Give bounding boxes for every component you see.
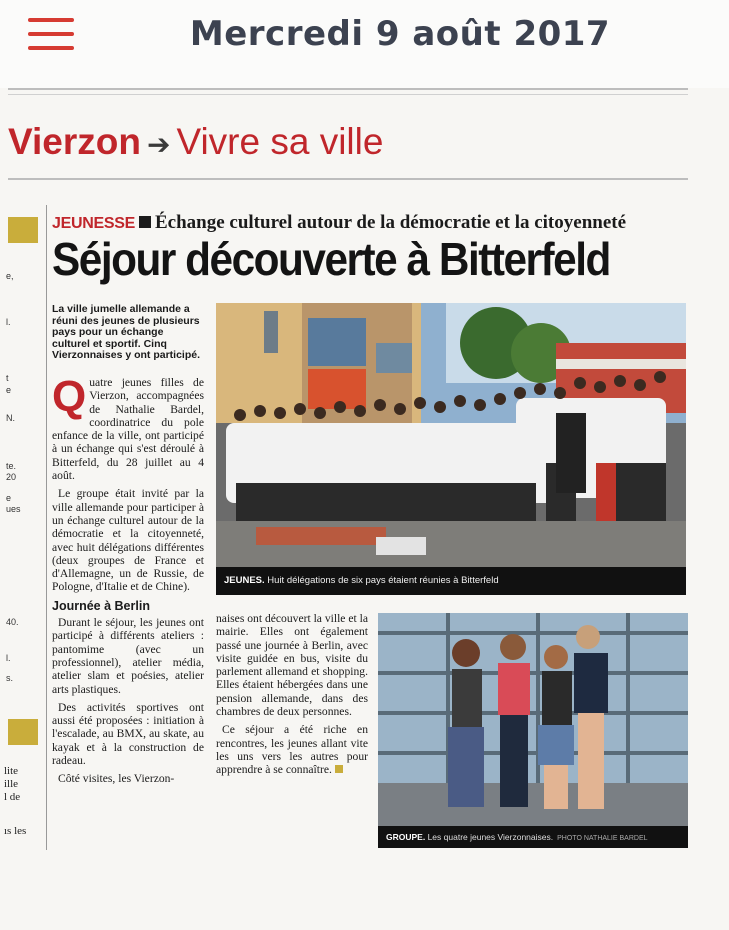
margin-fragment: l de bbox=[4, 791, 21, 803]
kicker-text: Échange culturel autour de la démocratie et la citoyenneté bbox=[154, 212, 627, 233]
margin-fragment: 20 bbox=[6, 472, 17, 482]
previous-column-margin bbox=[0, 205, 46, 855]
paragraph: naises ont découvert la ville et la mairie. Elles ont également passé une journée à Berlin, avec visite guidée en bus, visite du parlement allemand et shopping. Elles étaient hébergées dans une pension allemande, dans des chambres de deux personnes. bbox=[216, 612, 368, 719]
margin-fragment: l. bbox=[6, 653, 11, 663]
paragraph bbox=[52, 372, 204, 483]
divider bbox=[8, 94, 688, 95]
photo-credit: PHOTO NATHALIE BARDEL bbox=[557, 835, 648, 842]
section-header bbox=[8, 118, 383, 166]
column-separator bbox=[46, 205, 47, 850]
gold-square bbox=[8, 719, 38, 745]
margin-fragment: N. bbox=[6, 413, 15, 423]
caption-text: Huit délégations de six pays étaient réunies à Bitterfeld bbox=[267, 575, 499, 586]
kicker-tag: JEUNESSE bbox=[52, 215, 135, 232]
article-kicker bbox=[52, 212, 626, 234]
margin-fragment: te. bbox=[6, 461, 17, 471]
margin-fragment: e, bbox=[6, 271, 14, 281]
margin-fragment: lite bbox=[4, 765, 19, 777]
page-date: Mercredi 9 août 2017 bbox=[189, 14, 611, 54]
divider bbox=[8, 88, 688, 90]
margin-fragment: s. bbox=[6, 673, 14, 683]
article-column-1 bbox=[52, 372, 204, 791]
caption-text: Les quatre jeunes Vierzonnaises. bbox=[427, 832, 554, 842]
arrow-right-icon: ➔ bbox=[146, 129, 171, 160]
article-headline: Séjour découverte à Bitterfeld bbox=[52, 233, 610, 285]
subheading: Journée à Berlin bbox=[52, 598, 150, 613]
caption-tag: JEUNES. bbox=[224, 575, 265, 586]
photo-caption bbox=[216, 567, 686, 595]
square-bullet-icon bbox=[139, 216, 151, 228]
section-title: Vivre sa ville bbox=[176, 121, 384, 162]
margin-fragment: ille bbox=[4, 778, 19, 790]
paragraph bbox=[216, 723, 368, 776]
article-column-2 bbox=[216, 612, 368, 782]
section-city: Vierzon bbox=[8, 121, 141, 162]
margin-fragment: 40. bbox=[6, 617, 19, 627]
article-lead: La ville jumelle allemande a réuni des jeunes de plusieurs pays pour un échange culturel et sportif. Cinq Vierzonnaises y ont participé. bbox=[52, 303, 201, 361]
margin-fragment: e bbox=[6, 493, 12, 503]
photo-caption bbox=[378, 826, 688, 848]
group-photo bbox=[216, 303, 686, 567]
paragraph: Côté visites, les Vierzon- bbox=[58, 772, 175, 786]
margin-fragment: ues bbox=[6, 504, 21, 514]
paragraph-text: Ce séjour a été riche en rencontres, les jeunes allant vite les uns vers les autres pour apprendre à se connaître. bbox=[216, 723, 368, 777]
paragraph: Des activités sportives ont aussi été proposées : initiation à l'escalade, au BMX, au skate, au kayak et à la construction de radeau. bbox=[52, 700, 204, 768]
drop-cap: Q bbox=[52, 372, 87, 421]
four-girls-photo bbox=[378, 613, 688, 826]
gold-square bbox=[8, 217, 38, 243]
margin-fragment: ıs les bbox=[4, 825, 27, 837]
paragraph: Le groupe était invité par la ville allemande pour participer à un échange culturel autour de la démocratie et la citoyenneté, avec huit délégations différentes (deux groupes de France et d'Allemagne, un de Russie, de Pologne, d'Italie et de Chine). bbox=[52, 487, 204, 594]
margin-fragment: e bbox=[6, 385, 12, 395]
end-mark-icon bbox=[335, 765, 343, 773]
hamburger-menu-icon[interactable] bbox=[28, 18, 74, 50]
divider bbox=[8, 178, 688, 180]
margin-fragment: t bbox=[6, 373, 9, 383]
margin-fragment: l. bbox=[6, 317, 11, 327]
caption-tag: GROUPE. bbox=[386, 832, 426, 842]
top-bar bbox=[0, 0, 729, 88]
paragraph-text: uatre jeunes filles de Vierzon, accompagnées de Nathalie Bardel, coordinatrice du pole enfance de la ville, ont participé à un échange qui s'est déroulé à Bitterfeld, du 28 juillet au 4 août. bbox=[52, 376, 204, 483]
paragraph: Durant le séjour, les jeunes ont participé à différents ateliers : pantomime (avec un professionnel), atelier média, atelier slam et poésies, atelier arts plastiques. bbox=[52, 616, 204, 696]
